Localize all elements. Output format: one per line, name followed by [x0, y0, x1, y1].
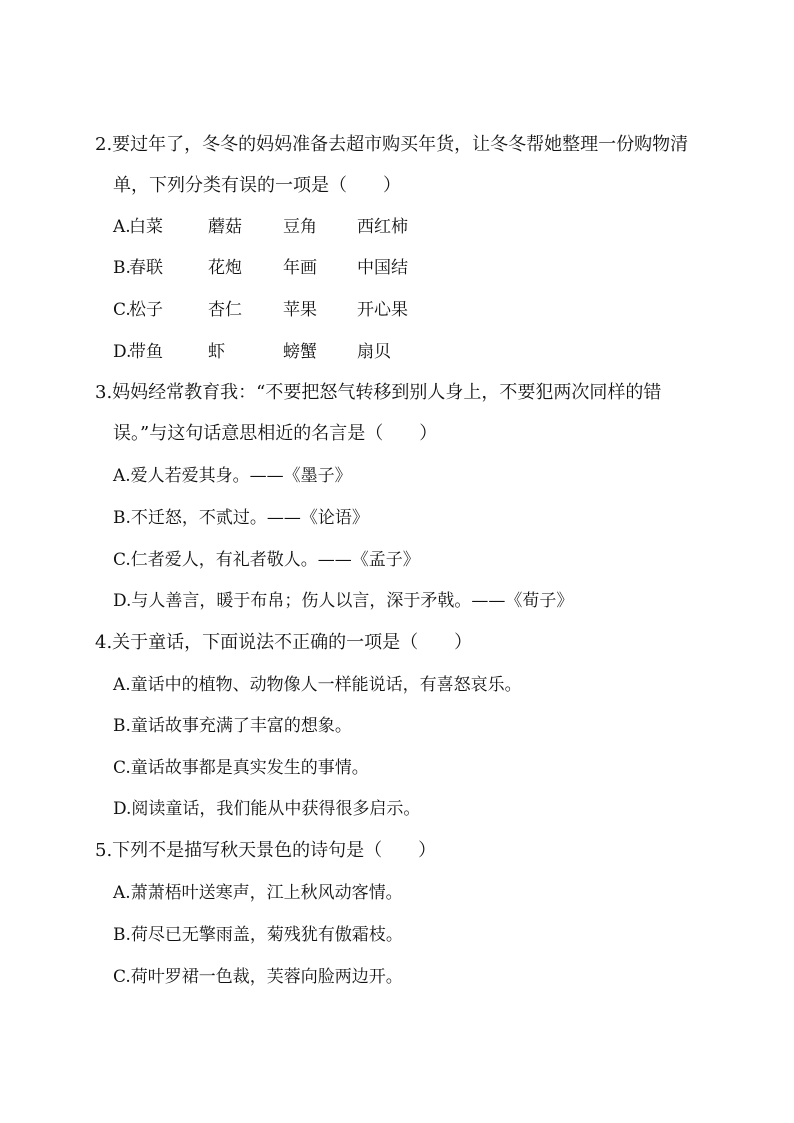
option-item: 虾 — [208, 342, 225, 362]
question-4-option-a: A.童话中的植物、动物像人一样能说话，有喜怒哀乐。 — [113, 675, 522, 695]
option-item: 苹果 — [283, 300, 317, 320]
option-letter: D. — [113, 342, 132, 362]
option-item: 杏仁 — [208, 300, 242, 320]
question-3-option-d: D.与人善言，暖于布帛；伤人以言，深于矛戟。——《荀子》 — [113, 591, 574, 611]
question-3-option-b: B.不迁怒，不贰过。——《论语》 — [113, 508, 369, 528]
option-item: 花炮 — [208, 258, 242, 278]
question-3-line-2: 误。”与这句话意思相近的名言是（ ） — [113, 423, 438, 444]
option-letter: A. — [113, 217, 131, 237]
option-item: 松子 — [129, 300, 163, 320]
option-item: 豆角 — [283, 217, 317, 237]
option-item: 西红柿 — [357, 217, 408, 237]
question-3-line-1: 3.妈妈经常教育我：“不要把怒气转移到别人身上，不要犯两次同样的错 — [95, 382, 662, 403]
option-item: 蘑菇 — [208, 217, 242, 237]
question-3-option-a: A.爱人若爱其身。——《墨子》 — [113, 466, 352, 486]
question-5-option-c: C.荷叶罗裙一色裁，芙蓉向脸两边开。 — [113, 967, 403, 987]
question-3-option-c: C.仁者爱人，有礼者敬人。——《孟子》 — [113, 550, 420, 570]
option-item: 带鱼 — [129, 342, 163, 362]
option-item: 螃蟹 — [283, 342, 317, 362]
question-5-option-a: A.萧萧梧叶送寒声，江上秋风动客情。 — [113, 883, 403, 903]
question-4-line-1: 4.关于童话，下面说法不正确的一项是（ ） — [95, 632, 473, 653]
question-4-option-c: C.童话故事都是真实发生的事情。 — [113, 758, 369, 778]
question-5-option-b: B.荷尽已无擎雨盖，菊残犹有傲霜枝。 — [113, 925, 403, 945]
question-4-option-b: B.童话故事充满了丰富的想象。 — [113, 716, 352, 736]
option-item: 中国结 — [357, 258, 408, 278]
option-item: 扇贝 — [357, 342, 391, 362]
option-item: 白菜 — [129, 217, 163, 237]
option-item: 春联 — [129, 258, 163, 278]
question-2-line-1: 2.要过年了，冬冬的妈妈准备去超市购买年货，让冬冬帮她整理一份购物清 — [95, 134, 689, 155]
question-5-line-1: 5.下列不是描写秋天景色的诗句是（ ） — [95, 840, 437, 861]
option-letter: C. — [113, 300, 131, 320]
question-2-line-2: 单，下列分类有误的一项是（ ） — [113, 175, 401, 196]
option-item: 开心果 — [357, 300, 408, 320]
question-4-option-d: D.阅读童话，我们能从中获得很多启示。 — [113, 799, 421, 819]
option-letter: B. — [113, 258, 131, 278]
option-item: 年画 — [283, 258, 317, 278]
